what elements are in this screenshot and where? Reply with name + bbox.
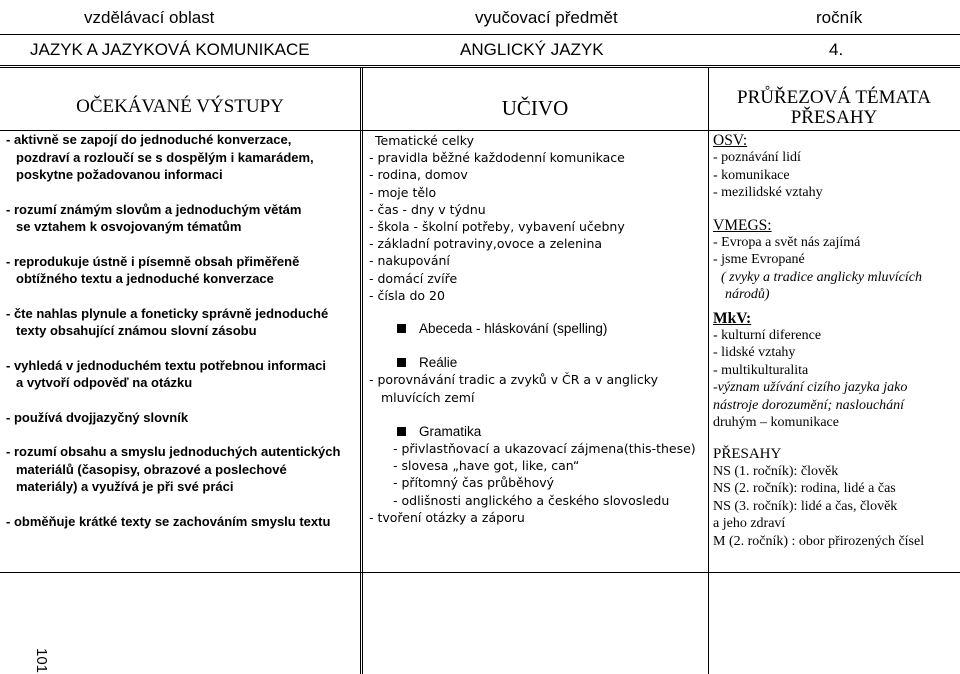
mkv-note: nástroje dorozumění; naslouchání (713, 397, 905, 413)
rule-col1 (360, 67, 361, 674)
rule-bottom (0, 572, 960, 573)
label-subject: vyučovací předmět (475, 8, 618, 27)
realia-section (395, 354, 705, 371)
label-grade: ročník (816, 8, 863, 27)
value-grade: 4. (829, 40, 844, 59)
osv-item: - poznávání lidí (713, 150, 801, 166)
vmegs-heading: VMEGS: (713, 216, 772, 234)
square-bullet-icon (397, 324, 406, 333)
topics-heading: Tematické celky (375, 133, 474, 148)
square-bullet-icon (397, 427, 406, 436)
header-values-row (0, 35, 960, 65)
output-line: - rozumí obsahu a smyslu jednoduchých autentických (6, 444, 341, 459)
rule-top (0, 34, 960, 35)
grammar-section (395, 423, 705, 440)
grammar-item: - odlišnosti anglického a českého slovosledu (393, 492, 670, 508)
cross-topics-title-line2: PŘESAHY (790, 107, 878, 128)
topic-item: - nakupování (369, 253, 450, 269)
output-line: materiály) a využívá je při své práci (16, 479, 234, 494)
mkv-note: druhým – komunikace (713, 415, 839, 431)
cross-topics-list (713, 132, 957, 550)
vmegs-item: - jsme Evropané (713, 252, 805, 268)
realia-item: mluvících zemí (381, 389, 475, 405)
vmegs-note: národů) (725, 287, 770, 303)
presahy-item: M (2. ročník) : obor přirozených čísel (713, 533, 925, 549)
grammar-heading: Gramatika (419, 423, 482, 439)
cross-topics-title-line1: PRŮŘEZOVÁ TÉMATA (737, 87, 931, 108)
cross-topics-title (708, 88, 960, 128)
vmegs-note: ( zvyky a tradice anglicky mluvících (721, 269, 922, 285)
topic-item: - základní potraviny,ovoce a zelenina (369, 236, 603, 252)
alphabet-section (395, 320, 705, 337)
mkv-item: - kulturní diference (713, 328, 822, 344)
output-line: - aktivně se zapojí do jednoduché konverzace, (6, 132, 292, 147)
presahy-heading: PŘESAHY (713, 445, 782, 462)
topic-item: - domácí zvíře (369, 270, 458, 286)
mkv-heading: MkV: (713, 309, 752, 327)
expected-outputs-title: OČEKÁVANÉ VÝSTUPY (76, 96, 284, 117)
grammar-item: - slovesa „have got, like, can“ (393, 458, 580, 474)
curriculum-title: UČIVO (501, 96, 569, 120)
label-educational-area: vzdělávací oblast (84, 8, 215, 27)
output-line: se vztahem k osvojovaným tématům (16, 219, 242, 234)
topic-item: - rodina, domov (369, 167, 468, 183)
topic-item: - moje tělo (369, 184, 437, 200)
osv-heading: OSV: (713, 132, 748, 149)
realia-heading: Reálie (419, 355, 458, 371)
mkv-item: - multikulturalita (713, 362, 809, 378)
output-line: - rozumí známým slovům a jednoduchým větám (6, 201, 302, 217)
presahy-item: NS (3. ročník): lidé a čas, člověk (713, 498, 898, 514)
vmegs-item: - Evropa a svět nás zajímá (713, 235, 861, 251)
grammar-item: - přítomný čas průběhový (393, 475, 555, 491)
osv-item: - mezilidské vztahy (713, 185, 823, 201)
presahy-item: NS (2. ročník): rodina, lidé a čas (713, 481, 896, 497)
rule-header-bottom (0, 65, 960, 66)
presahy-item: NS (1. ročník): člověk (713, 463, 839, 479)
rule-col3 (708, 67, 709, 674)
output-line: - obměňuje krátké texty se zachováním smyslu textu (6, 513, 331, 529)
square-bullet-icon (397, 358, 406, 367)
output-line: a vytvoří odpověď na otázku (16, 375, 193, 390)
expected-outputs-list (6, 131, 358, 530)
topic-item: - čísla do 20 (369, 287, 445, 303)
rule-titles (0, 67, 960, 68)
mkv-note: -význam užívání cizího jazyka jako (713, 380, 908, 396)
output-line: - reprodukuje ústně i písemně obsah přiměřeně (6, 253, 300, 269)
output-line: poskytne požadovanou informaci (16, 167, 223, 182)
output-line: pozdraví a rozloučí se s dospělým i kamarádem, (16, 149, 314, 165)
alphabet-label: Abeceda - hláskování (spelling) (419, 321, 608, 337)
output-line: - vyhledá v jednoduchém textu potřebnou informaci (6, 357, 326, 373)
value-educational-area: JAZYK A JAZYKOVÁ KOMUNIKACE (30, 40, 310, 59)
output-line: materiálů (časopisy, obrazové a poslechové (16, 461, 287, 477)
topic-item: - škola - školní potřeby, vybavení učebny (369, 219, 625, 235)
mkv-item: - lidské vztahy (713, 345, 796, 361)
realia-item: - porovnávání tradic a zvyků v ČR a v anglicky (369, 372, 658, 388)
page-number: 101 (33, 648, 50, 674)
output-line: - čte nahlas plynule a foneticky správně jednoduché (6, 305, 329, 321)
osv-item: - komunikace (713, 167, 790, 183)
topic-item: - čas - dny v týdnu (369, 201, 486, 217)
curriculum-list (369, 132, 705, 526)
value-subject: ANGLICKÝ JAZYK (460, 40, 604, 59)
grammar-item: - tvoření otázky a záporu (369, 509, 525, 525)
rule-col2 (362, 67, 363, 674)
output-line: texty obsahující známou slovní zásobu (16, 323, 257, 338)
grammar-item: - přivlastňovací a ukazovací zájmena(this-these) (393, 441, 696, 457)
topic-item: - pravidla běžné každodenní komunikace (369, 150, 625, 166)
presahy-item: a jeho zdraví (713, 516, 786, 532)
output-line: obtížného textu a jednoduché konverzace (16, 271, 274, 286)
header-labels-row (0, 3, 960, 33)
output-line: - používá dvojjazyčný slovník (6, 409, 189, 425)
